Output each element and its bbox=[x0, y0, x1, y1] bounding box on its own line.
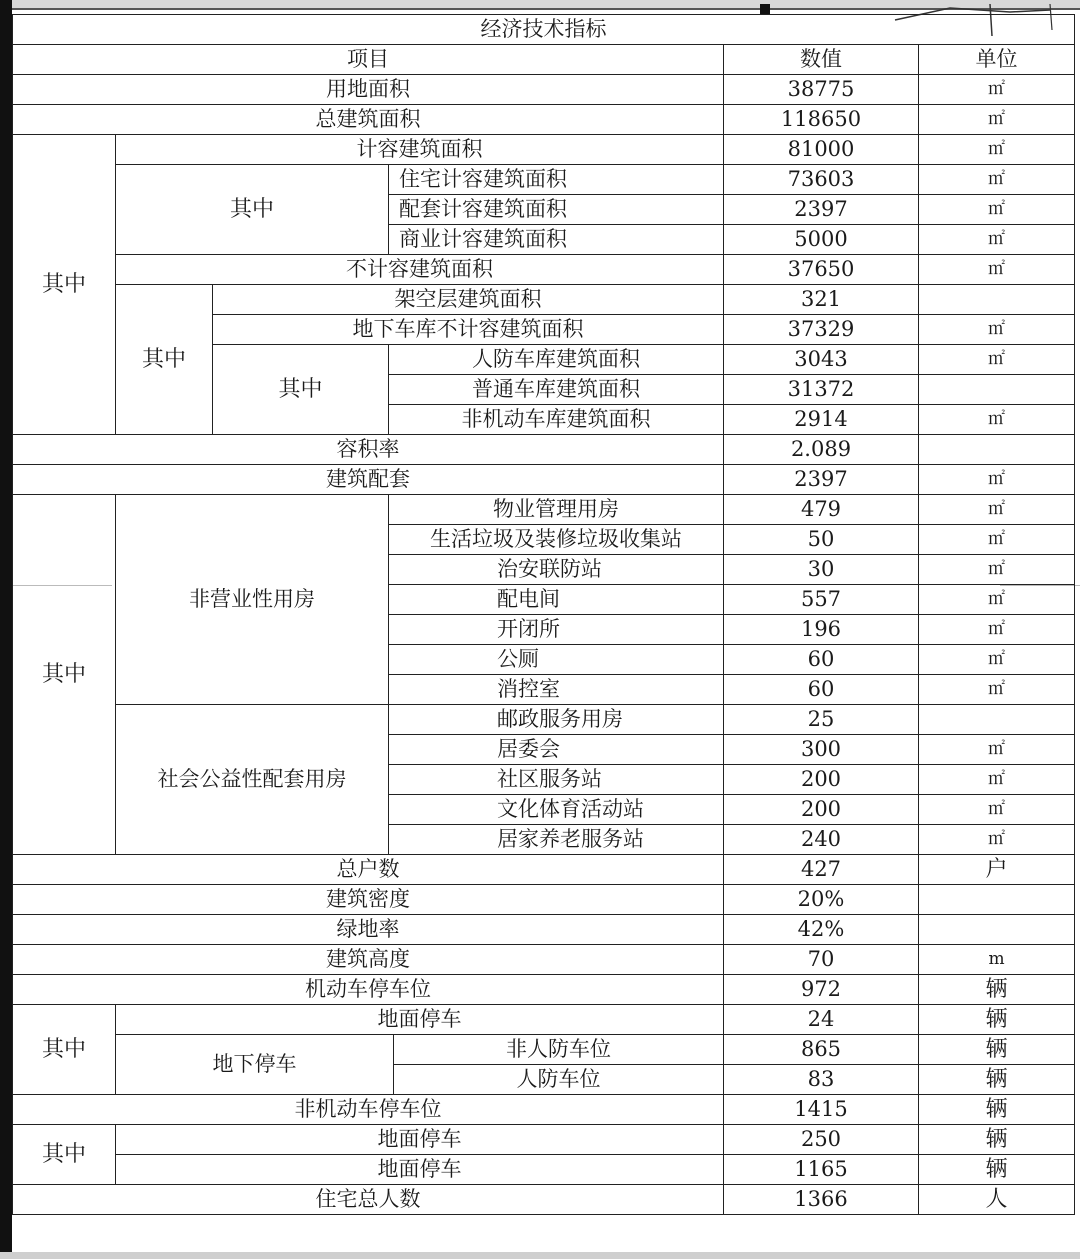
row-value: 20% bbox=[724, 885, 919, 915]
row-value: 3043 bbox=[724, 345, 919, 375]
row-value: 972 bbox=[724, 975, 919, 1005]
table-row bbox=[13, 495, 1075, 525]
row-value: 865 bbox=[724, 1035, 919, 1065]
group-label-qizhong: 其中 bbox=[13, 135, 116, 435]
table-row bbox=[13, 1125, 1075, 1155]
table-row bbox=[13, 1155, 1075, 1185]
header-value: 数值 bbox=[724, 45, 919, 75]
row-label: 住宅总人数 bbox=[13, 1185, 724, 1215]
row-label: 绿地率 bbox=[13, 915, 724, 945]
row-label: 居家养老服务站 bbox=[389, 825, 724, 855]
row-value: 37650 bbox=[724, 255, 919, 285]
table-row bbox=[13, 945, 1075, 975]
row-unit: ㎡ bbox=[919, 465, 1075, 495]
table-row bbox=[13, 435, 1075, 465]
row-label: 计容建筑面积 bbox=[116, 135, 724, 165]
row-value: 300 bbox=[724, 735, 919, 765]
table-header-row bbox=[13, 45, 1075, 75]
row-label: 总户数 bbox=[13, 855, 724, 885]
table-title-row bbox=[13, 15, 1075, 45]
row-value: 1366 bbox=[724, 1185, 919, 1215]
row-value: 196 bbox=[724, 615, 919, 645]
row-value: 118650 bbox=[724, 105, 919, 135]
row-label: 开闭所 bbox=[389, 615, 724, 645]
row-unit: ㎡ bbox=[919, 255, 1075, 285]
row-label: 普通车库建筑面积 bbox=[389, 375, 724, 405]
row-value: 240 bbox=[724, 825, 919, 855]
row-value: 200 bbox=[724, 795, 919, 825]
row-unit: 户 bbox=[919, 855, 1075, 885]
row-label: 文化体育活动站 bbox=[389, 795, 724, 825]
row-label: 非机动车停车位 bbox=[13, 1095, 724, 1125]
table-row bbox=[13, 135, 1075, 165]
row-label: 总建筑面积 bbox=[13, 105, 724, 135]
indicators-table-wrap bbox=[12, 14, 1074, 1215]
table-row bbox=[13, 915, 1075, 945]
row-value: 73603 bbox=[724, 165, 919, 195]
header-unit: 单位 bbox=[919, 45, 1075, 75]
row-label: 消控室 bbox=[389, 675, 724, 705]
group-label-underground-parking: 地下停车 bbox=[116, 1035, 394, 1095]
row-unit: ㎡ bbox=[919, 495, 1075, 525]
table-row bbox=[13, 855, 1075, 885]
row-label: 物业管理用房 bbox=[389, 495, 724, 525]
row-label: 人防车库建筑面积 bbox=[389, 345, 724, 375]
row-unit: ㎡ bbox=[919, 555, 1075, 585]
row-label: 生活垃圾及装修垃圾收集站 bbox=[389, 525, 724, 555]
table-row bbox=[13, 885, 1075, 915]
row-value: 2397 bbox=[724, 195, 919, 225]
row-unit: ㎡ bbox=[919, 525, 1075, 555]
row-unit: ㎡ bbox=[919, 735, 1075, 765]
row-unit bbox=[919, 885, 1075, 915]
table-row bbox=[13, 1005, 1075, 1035]
row-unit: ㎡ bbox=[919, 75, 1075, 105]
row-value: 37329 bbox=[724, 315, 919, 345]
row-label: 商业计容建筑面积 bbox=[389, 225, 724, 255]
row-unit: 辆 bbox=[919, 1035, 1075, 1065]
table-row bbox=[13, 465, 1075, 495]
row-unit: ㎡ bbox=[919, 645, 1075, 675]
row-unit: 辆 bbox=[919, 1005, 1075, 1035]
group-label-public-welfare: 社会公益性配套用房 bbox=[116, 705, 389, 855]
row-label: 容积率 bbox=[13, 435, 724, 465]
row-unit: ㎡ bbox=[919, 585, 1075, 615]
table-row bbox=[13, 255, 1075, 285]
row-value: 60 bbox=[724, 645, 919, 675]
row-value: 1415 bbox=[724, 1095, 919, 1125]
row-unit: ㎡ bbox=[919, 765, 1075, 795]
table-row bbox=[13, 975, 1075, 1005]
row-value: 83 bbox=[724, 1065, 919, 1095]
row-value: 81000 bbox=[724, 135, 919, 165]
row-label: 地下车库不计容建筑面积 bbox=[213, 315, 724, 345]
group-label-qizhong: 其中 bbox=[13, 495, 116, 855]
row-unit bbox=[919, 705, 1075, 735]
row-value: 479 bbox=[724, 495, 919, 525]
row-label: 架空层建筑面积 bbox=[213, 285, 724, 315]
group-label-qizhong: 其中 bbox=[116, 285, 213, 435]
economic-technical-indicators-table bbox=[12, 14, 1075, 1215]
row-label: 建筑配套 bbox=[13, 465, 724, 495]
row-unit bbox=[919, 285, 1075, 315]
row-label: 非人防车位 bbox=[394, 1035, 724, 1065]
row-value: 25 bbox=[724, 705, 919, 735]
bottom-frame-strip bbox=[0, 1252, 1080, 1259]
row-unit: ㎡ bbox=[919, 345, 1075, 375]
row-label: 地面停车 bbox=[116, 1125, 724, 1155]
row-value: 2914 bbox=[724, 405, 919, 435]
row-value: 30 bbox=[724, 555, 919, 585]
table-row bbox=[13, 705, 1075, 735]
row-unit: ㎡ bbox=[919, 405, 1075, 435]
row-label: 住宅计容建筑面积 bbox=[389, 165, 724, 195]
row-value: 427 bbox=[724, 855, 919, 885]
row-value: 1165 bbox=[724, 1155, 919, 1185]
row-unit: ㎡ bbox=[919, 165, 1075, 195]
left-frame-bar bbox=[0, 0, 12, 1259]
row-value: 42% bbox=[724, 915, 919, 945]
table-row bbox=[13, 105, 1075, 135]
row-unit: 辆 bbox=[919, 1065, 1075, 1095]
group-label-qizhong: 其中 bbox=[13, 1005, 116, 1095]
row-value: 321 bbox=[724, 285, 919, 315]
row-label: 地面停车 bbox=[116, 1155, 724, 1185]
header-item: 项目 bbox=[13, 45, 724, 75]
row-label: 建筑密度 bbox=[13, 885, 724, 915]
row-unit bbox=[919, 915, 1075, 945]
group-label-qizhong: 其中 bbox=[116, 165, 389, 255]
row-unit: 辆 bbox=[919, 975, 1075, 1005]
table-row bbox=[13, 165, 1075, 195]
row-label: 公厕 bbox=[389, 645, 724, 675]
row-value: 200 bbox=[724, 765, 919, 795]
row-unit bbox=[919, 375, 1075, 405]
row-label: 非机动车库建筑面积 bbox=[389, 405, 724, 435]
row-unit bbox=[919, 435, 1075, 465]
row-label: 机动车停车位 bbox=[13, 975, 724, 1005]
row-value: 70 bbox=[724, 945, 919, 975]
row-unit: ㎡ bbox=[919, 135, 1075, 165]
row-label: 配电间 bbox=[389, 585, 724, 615]
row-unit: m bbox=[919, 945, 1075, 975]
row-label: 社区服务站 bbox=[389, 765, 724, 795]
row-label: 治安联防站 bbox=[389, 555, 724, 585]
row-unit: ㎡ bbox=[919, 675, 1075, 705]
group-label-qizhong: 其中 bbox=[13, 1125, 116, 1185]
row-value: 2397 bbox=[724, 465, 919, 495]
row-unit: ㎡ bbox=[919, 105, 1075, 135]
row-label: 建筑高度 bbox=[13, 945, 724, 975]
row-unit: 辆 bbox=[919, 1155, 1075, 1185]
row-label: 地面停车 bbox=[116, 1005, 724, 1035]
row-unit: ㎡ bbox=[919, 615, 1075, 645]
row-unit: 辆 bbox=[919, 1125, 1075, 1155]
table-title: 经济技术指标 bbox=[13, 15, 1075, 45]
table-row bbox=[13, 1095, 1075, 1125]
row-unit: 人 bbox=[919, 1185, 1075, 1215]
row-value: 557 bbox=[724, 585, 919, 615]
row-value: 24 bbox=[724, 1005, 919, 1035]
table-row bbox=[13, 285, 1075, 315]
row-label: 人防车位 bbox=[394, 1065, 724, 1095]
row-unit: 辆 bbox=[919, 1095, 1075, 1125]
row-value: 60 bbox=[724, 675, 919, 705]
row-unit: ㎡ bbox=[919, 825, 1075, 855]
row-value: 250 bbox=[724, 1125, 919, 1155]
row-value: 5000 bbox=[724, 225, 919, 255]
row-value: 2.089 bbox=[724, 435, 919, 465]
top-marker bbox=[760, 4, 770, 14]
row-unit: ㎡ bbox=[919, 795, 1075, 825]
row-label: 配套计容建筑面积 bbox=[389, 195, 724, 225]
row-value: 31372 bbox=[724, 375, 919, 405]
row-value: 38775 bbox=[724, 75, 919, 105]
row-value: 50 bbox=[724, 525, 919, 555]
row-label: 用地面积 bbox=[13, 75, 724, 105]
group-label-non-business: 非营业性用房 bbox=[116, 495, 389, 705]
row-unit: ㎡ bbox=[919, 315, 1075, 345]
group-label-qizhong: 其中 bbox=[213, 345, 389, 435]
row-unit: ㎡ bbox=[919, 225, 1075, 255]
table-row bbox=[13, 75, 1075, 105]
row-label: 居委会 bbox=[389, 735, 724, 765]
row-label: 邮政服务用房 bbox=[389, 705, 724, 735]
row-unit: ㎡ bbox=[919, 195, 1075, 225]
table-row bbox=[13, 1185, 1075, 1215]
table-row bbox=[13, 1035, 1075, 1065]
row-label: 不计容建筑面积 bbox=[116, 255, 724, 285]
